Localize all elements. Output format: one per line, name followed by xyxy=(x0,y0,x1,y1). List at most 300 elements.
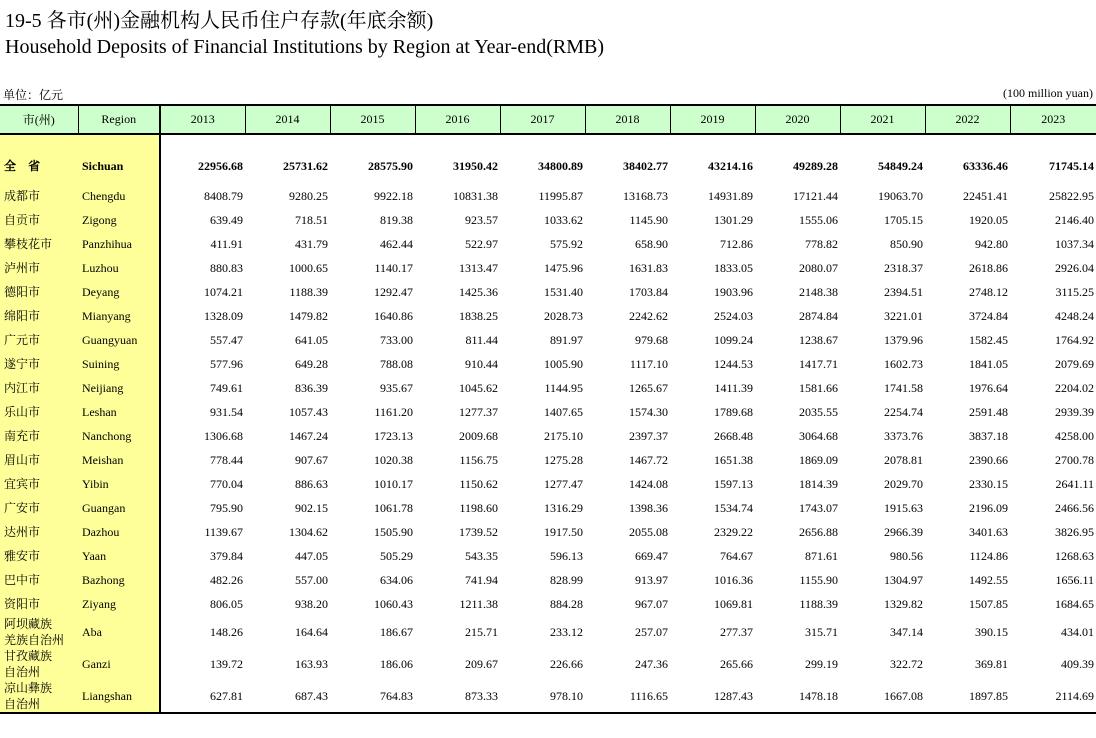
deposit-value-2019: 1016.36 xyxy=(714,572,753,587)
deposit-value-2022: 22451.41 xyxy=(963,188,1008,203)
city-name-cn xyxy=(0,616,78,648)
deposit-value-2021: 3221.01 xyxy=(884,308,923,323)
deposit-value-2014: 907.67 xyxy=(295,452,328,467)
table-row xyxy=(0,448,1096,472)
deposit-value-2013: 557.47 xyxy=(210,332,243,347)
deposit-value-2017: 575.92 xyxy=(550,236,583,251)
region-name-en: Nanchong xyxy=(78,424,160,448)
region-name-en: Suining xyxy=(78,352,160,376)
table-row xyxy=(0,376,1096,400)
deposit-value-2017: 2028.73 xyxy=(544,308,583,323)
deposit-value-2019: 1244.53 xyxy=(714,356,753,371)
deposit-value-2014: 163.93 xyxy=(295,656,328,671)
deposit-value-2018: 967.07 xyxy=(635,596,668,611)
deposit-value-2021: 1705.15 xyxy=(884,212,923,227)
deposit-value-2022: 1976.64 xyxy=(969,380,1008,395)
deposit-value-2020: 1814.39 xyxy=(799,476,838,491)
deposit-value-2014: 902.15 xyxy=(295,500,328,515)
deposit-value-2017: 1475.96 xyxy=(544,260,583,275)
deposit-value-2023: 2079.69 xyxy=(1055,356,1094,371)
deposit-value-2022: 1841.05 xyxy=(969,356,1008,371)
deposit-value-2021: 2078.81 xyxy=(884,452,923,467)
city-name-cn-line: 凉山彝族 xyxy=(4,681,53,695)
deposit-value-2020: 1417.71 xyxy=(799,356,838,371)
deposit-value-2022: 369.81 xyxy=(975,656,1008,671)
deposit-value-2018: 1467.72 xyxy=(629,452,668,467)
deposit-value-2019: 277.37 xyxy=(720,624,753,639)
deposit-value-2016: 522.97 xyxy=(465,236,498,251)
deposit-value-2020: 299.19 xyxy=(805,656,838,671)
deposit-value-2015: 1140.17 xyxy=(374,260,413,275)
deposit-value-2021: 1304.97 xyxy=(884,572,923,587)
deposit-value-2023: 2146.40 xyxy=(1055,212,1094,227)
deposit-value-2020: 2148.38 xyxy=(799,284,838,299)
deposit-value-2022: 2330.15 xyxy=(969,476,1008,491)
deposit-value-2017: 34800.89 xyxy=(538,158,583,173)
header-year-2017: 2017 xyxy=(500,105,585,134)
deposit-value-2014: 164.64 xyxy=(295,624,328,639)
region-name-en: Zigong xyxy=(78,208,160,232)
deposit-value-2016: 873.33 xyxy=(415,680,500,713)
deposit-value-2021: 1915.63 xyxy=(884,500,923,515)
region-name-en: Bazhong xyxy=(78,568,160,592)
deposit-value-2016: 1150.62 xyxy=(459,476,498,491)
region-name-en: Meishan xyxy=(78,448,160,472)
deposit-value-2016: 923.57 xyxy=(465,212,498,227)
deposit-value-2017: 1531.40 xyxy=(544,284,583,299)
deposit-value-2023: 4258.00 xyxy=(1055,428,1094,443)
total-row xyxy=(0,140,1096,184)
header-city-cn: 市(州) xyxy=(0,105,78,134)
deposit-value-2017: 233.12 xyxy=(550,624,583,639)
deposit-value-2023: 3826.95 xyxy=(1055,524,1094,539)
deposit-value-2018: 1265.67 xyxy=(629,380,668,395)
deposit-value-2020: 17121.44 xyxy=(793,188,838,203)
deposit-value-2023: 2939.39 xyxy=(1055,404,1094,419)
deposit-value-2018: 1145.90 xyxy=(629,212,668,227)
deposit-value-2021: 347.14 xyxy=(890,624,923,639)
table-row xyxy=(0,304,1096,328)
city-name-cn: 内江市 xyxy=(0,376,78,400)
deposit-value-2016: 1739.52 xyxy=(459,524,498,539)
table-row xyxy=(0,352,1096,376)
deposit-value-2017: 596.13 xyxy=(550,548,583,563)
deposit-value-2019: 764.67 xyxy=(720,548,753,563)
deposit-value-2016: 1211.38 xyxy=(459,596,498,611)
deposit-value-2014: 886.63 xyxy=(295,476,328,491)
deposit-value-2021: 1379.96 xyxy=(884,332,923,347)
deposit-value-2020: 1743.07 xyxy=(799,500,838,515)
deposit-value-2013: 778.44 xyxy=(210,452,243,467)
deposit-value-2022: 2748.12 xyxy=(969,284,1008,299)
deposit-value-2018: 1398.36 xyxy=(629,500,668,515)
deposit-value-2019: 2329.22 xyxy=(714,524,753,539)
deposit-value-2021: 1329.82 xyxy=(884,596,923,611)
deposit-value-2019: 712.86 xyxy=(720,236,753,251)
table-title-chinese: 19-5 各市(州)金融机构人民币住户存款(年底余额) xyxy=(5,10,434,32)
deposit-value-2013: 482.26 xyxy=(210,572,243,587)
deposit-value-2018: 2397.37 xyxy=(629,428,668,443)
deposit-value-2014: 1479.82 xyxy=(289,308,328,323)
deposit-value-2022: 942.80 xyxy=(975,236,1008,251)
deposit-value-2015: 1060.43 xyxy=(374,596,413,611)
deposit-value-2016: 1045.62 xyxy=(459,380,498,395)
city-name-cn: 眉山市 xyxy=(0,448,78,472)
table-row xyxy=(0,472,1096,496)
deposit-value-2017: 1275.28 xyxy=(544,452,583,467)
deposit-value-2022: 1897.85 xyxy=(925,680,1010,713)
deposit-value-2017: 1005.90 xyxy=(544,356,583,371)
deposit-value-2017: 1316.29 xyxy=(544,500,583,515)
deposit-value-2016: 741.94 xyxy=(465,572,498,587)
deposit-value-2014: 431.79 xyxy=(295,236,328,251)
deposit-value-2020: 1869.09 xyxy=(799,452,838,467)
header-year-2013: 2013 xyxy=(160,105,245,134)
deposit-value-2022: 2618.86 xyxy=(969,260,1008,275)
city-name-cn: 乐山市 xyxy=(0,400,78,424)
deposit-value-2013: 139.72 xyxy=(210,656,243,671)
city-name-cn: 全 省 xyxy=(0,140,78,184)
header-row xyxy=(0,105,1096,134)
deposit-value-2017: 828.99 xyxy=(550,572,583,587)
city-name-cn: 成都市 xyxy=(0,184,78,208)
deposit-value-2023: 1684.65 xyxy=(1055,596,1094,611)
deposit-value-2015: 1640.86 xyxy=(374,308,413,323)
deposit-value-2014: 836.39 xyxy=(295,380,328,395)
table-row xyxy=(0,648,1096,680)
table-row xyxy=(0,520,1096,544)
deposit-value-2023: 1656.11 xyxy=(1055,572,1094,587)
deposit-value-2019: 1099.24 xyxy=(714,332,753,347)
deposit-value-2022: 2196.09 xyxy=(969,500,1008,515)
city-name-cn: 巴中市 xyxy=(0,568,78,592)
deposit-value-2020: 871.61 xyxy=(805,548,838,563)
deposit-value-2019: 1534.74 xyxy=(714,500,753,515)
deposit-value-2023: 434.01 xyxy=(1061,624,1094,639)
deposit-value-2014: 1304.62 xyxy=(289,524,328,539)
deposit-value-2013: 880.83 xyxy=(210,260,243,275)
deposit-value-2018: 979.68 xyxy=(635,332,668,347)
deposit-value-2018: 1631.83 xyxy=(629,260,668,275)
deposit-value-2019: 1651.38 xyxy=(714,452,753,467)
deposit-value-2013: 1074.21 xyxy=(204,284,243,299)
table-row xyxy=(0,400,1096,424)
deposit-value-2021: 1602.73 xyxy=(884,356,923,371)
city-name-cn-line: 羌族自治州 xyxy=(4,633,65,647)
table-row xyxy=(0,496,1096,520)
deposit-value-2021: 1741.58 xyxy=(884,380,923,395)
deposit-value-2016: 209.67 xyxy=(465,656,498,671)
city-name-cn-line: 自治州 xyxy=(4,665,41,679)
deposit-value-2020: 49289.28 xyxy=(793,158,838,173)
city-name-cn: 广元市 xyxy=(0,328,78,352)
deposit-value-2016: 215.71 xyxy=(465,624,498,639)
deposit-value-2023: 1764.92 xyxy=(1055,332,1094,347)
region-name-en: Leshan xyxy=(78,400,160,424)
deposit-value-2014: 9280.25 xyxy=(289,188,328,203)
deposit-value-2018: 1116.65 xyxy=(585,680,670,713)
header-year-2014: 2014 xyxy=(245,105,330,134)
deposit-value-2015: 1292.47 xyxy=(374,284,413,299)
deposit-value-2013: 795.90 xyxy=(210,500,243,515)
deposit-value-2022: 3837.18 xyxy=(969,428,1008,443)
deposit-value-2014: 557.00 xyxy=(295,572,328,587)
region-name-en: Aba xyxy=(78,616,160,648)
deposit-value-2017: 1033.62 xyxy=(544,212,583,227)
deposit-value-2017: 884.28 xyxy=(550,596,583,611)
deposit-value-2019: 1411.39 xyxy=(714,380,753,395)
table-row xyxy=(0,328,1096,352)
header-year-2015: 2015 xyxy=(330,105,415,134)
deposit-value-2016: 2009.68 xyxy=(459,428,498,443)
deposit-value-2019: 1833.05 xyxy=(714,260,753,275)
deposit-value-2014: 938.20 xyxy=(295,596,328,611)
deposit-value-2020: 1188.39 xyxy=(799,596,838,611)
deposit-value-2021: 3373.76 xyxy=(884,428,923,443)
table-row xyxy=(0,208,1096,232)
deposit-value-2014: 1057.43 xyxy=(289,404,328,419)
deposit-value-2017: 2175.10 xyxy=(544,428,583,443)
table-row xyxy=(0,424,1096,448)
city-name-cn: 泸州市 xyxy=(0,256,78,280)
header-year-2016: 2016 xyxy=(415,105,500,134)
table-row xyxy=(0,616,1096,648)
deposit-value-2020: 778.82 xyxy=(805,236,838,251)
deposit-value-2013: 577.96 xyxy=(210,356,243,371)
deposit-value-2015: 1161.20 xyxy=(374,404,413,419)
city-name-cn: 雅安市 xyxy=(0,544,78,568)
deposit-value-2022: 63336.46 xyxy=(963,158,1008,173)
deposit-value-2018: 913.97 xyxy=(635,572,668,587)
deposit-value-2020: 3064.68 xyxy=(799,428,838,443)
deposit-value-2014: 447.05 xyxy=(295,548,328,563)
deposit-value-2023: 2926.04 xyxy=(1055,260,1094,275)
deposit-value-2013: 22956.68 xyxy=(198,158,243,173)
header-year-2023: 2023 xyxy=(1010,105,1096,134)
region-name-en: Luzhou xyxy=(78,256,160,280)
deposit-value-2023: 71745.14 xyxy=(1049,158,1094,173)
deposit-value-2018: 658.90 xyxy=(635,236,668,251)
deposit-value-2020: 315.71 xyxy=(805,624,838,639)
deposit-value-2018: 257.07 xyxy=(635,624,668,639)
deposit-value-2016: 31950.42 xyxy=(453,158,498,173)
deposit-value-2019: 1789.68 xyxy=(714,404,753,419)
deposit-value-2019: 265.66 xyxy=(720,656,753,671)
deposit-value-2015: 935.67 xyxy=(380,380,413,395)
table-row xyxy=(0,680,1096,713)
city-name-cn-line: 甘孜藏族 xyxy=(4,649,53,663)
deposit-value-2019: 43214.16 xyxy=(708,158,753,173)
header-year-2019: 2019 xyxy=(670,105,755,134)
deposit-value-2022: 1920.05 xyxy=(969,212,1008,227)
deposit-value-2022: 1124.86 xyxy=(969,548,1008,563)
deposit-value-2017: 891.97 xyxy=(550,332,583,347)
deposit-value-2016: 1156.75 xyxy=(459,452,498,467)
region-name-en: Chengdu xyxy=(78,184,160,208)
unit-label-english: (100 million yuan) xyxy=(1003,86,1093,100)
deposit-value-2014: 649.28 xyxy=(295,356,328,371)
deposit-value-2014: 1000.65 xyxy=(289,260,328,275)
deposit-value-2016: 1313.47 xyxy=(459,260,498,275)
deposit-value-2017: 226.66 xyxy=(550,656,583,671)
city-name-cn: 遂宁市 xyxy=(0,352,78,376)
deposit-value-2015: 1010.17 xyxy=(374,476,413,491)
deposit-value-2021: 2966.39 xyxy=(884,524,923,539)
deposit-value-2023: 2700.78 xyxy=(1055,452,1094,467)
deposit-value-2017: 1917.50 xyxy=(544,524,583,539)
deposit-value-2020: 2080.07 xyxy=(799,260,838,275)
deposit-value-2013: 148.26 xyxy=(210,624,243,639)
deposit-value-2017: 1144.95 xyxy=(544,380,583,395)
deposit-value-2020: 2874.84 xyxy=(799,308,838,323)
header-year-2022: 2022 xyxy=(925,105,1010,134)
region-name-en: Yaan xyxy=(78,544,160,568)
header-year-2018: 2018 xyxy=(585,105,670,134)
region-name-en: Neijiang xyxy=(78,376,160,400)
deposit-value-2020: 1555.06 xyxy=(799,212,838,227)
deposit-value-2018: 1703.84 xyxy=(629,284,668,299)
deposit-value-2014: 687.43 xyxy=(245,680,330,713)
deposit-value-2013: 8408.79 xyxy=(204,188,243,203)
deposit-value-2014: 641.05 xyxy=(295,332,328,347)
table-row xyxy=(0,544,1096,568)
city-name-cn: 资阳市 xyxy=(0,592,78,616)
deposit-value-2018: 13168.73 xyxy=(623,188,668,203)
deposit-value-2013: 1328.09 xyxy=(204,308,243,323)
region-name-en: Ganzi xyxy=(78,648,160,680)
deposit-value-2018: 1424.08 xyxy=(629,476,668,491)
deposit-value-2021: 322.72 xyxy=(890,656,923,671)
deposit-value-2021: 1667.08 xyxy=(840,680,925,713)
deposit-value-2021: 850.90 xyxy=(890,236,923,251)
unit-label-chinese: 单位：亿元 xyxy=(3,88,64,102)
deposit-value-2015: 819.38 xyxy=(380,212,413,227)
city-name-cn-line: 阿坝藏族 xyxy=(4,617,53,631)
city-name-cn: 德阳市 xyxy=(0,280,78,304)
table-title-english: Household Deposits of Financial Institutions by Region at Year-end(RMB) xyxy=(5,36,604,58)
deposit-value-2022: 1582.45 xyxy=(969,332,1008,347)
region-name-en: Guangan xyxy=(78,496,160,520)
deposit-value-2022: 2591.48 xyxy=(969,404,1008,419)
deposit-value-2020: 1238.67 xyxy=(799,332,838,347)
region-name-en: Guangyuan xyxy=(78,328,160,352)
deposit-value-2023: 4248.24 xyxy=(1055,308,1094,323)
deposit-value-2019: 1301.29 xyxy=(714,212,753,227)
deposit-value-2015: 634.06 xyxy=(380,572,413,587)
table-row xyxy=(0,280,1096,304)
deposit-value-2021: 2394.51 xyxy=(884,284,923,299)
deposit-value-2022: 3724.84 xyxy=(969,308,1008,323)
deposit-value-2015: 186.67 xyxy=(380,624,413,639)
deposit-value-2014: 1188.39 xyxy=(289,284,328,299)
deposit-value-2013: 639.49 xyxy=(210,212,243,227)
deposit-value-2020: 1478.18 xyxy=(755,680,840,713)
deposit-value-2023: 1268.63 xyxy=(1055,548,1094,563)
deposit-value-2015: 788.08 xyxy=(380,356,413,371)
deposit-value-2015: 764.83 xyxy=(330,680,415,713)
deposit-value-2018: 669.47 xyxy=(635,548,668,563)
region-name-en: Ziyang xyxy=(78,592,160,616)
deposit-value-2016: 1838.25 xyxy=(459,308,498,323)
deposit-value-2018: 1574.30 xyxy=(629,404,668,419)
city-name-cn: 南充市 xyxy=(0,424,78,448)
region-name-en: Deyang xyxy=(78,280,160,304)
deposit-value-2019: 1597.13 xyxy=(714,476,753,491)
deposit-value-2021: 980.56 xyxy=(890,548,923,563)
city-name-cn xyxy=(0,648,78,680)
region-name-en: Panzhihua xyxy=(78,232,160,256)
deposit-value-2022: 1492.55 xyxy=(969,572,1008,587)
deposit-value-2013: 627.81 xyxy=(160,680,245,713)
deposit-value-2019: 1287.43 xyxy=(670,680,755,713)
header-year-2021: 2021 xyxy=(840,105,925,134)
deposits-table xyxy=(0,104,1096,714)
deposit-value-2015: 733.00 xyxy=(380,332,413,347)
deposit-value-2013: 931.54 xyxy=(210,404,243,419)
deposit-value-2022: 1507.85 xyxy=(969,596,1008,611)
deposit-value-2021: 2029.70 xyxy=(884,476,923,491)
city-name-cn xyxy=(0,680,78,713)
deposit-value-2017: 1407.65 xyxy=(544,404,583,419)
deposit-value-2013: 411.91 xyxy=(210,236,243,251)
city-name-cn: 广安市 xyxy=(0,496,78,520)
deposit-value-2021: 2254.74 xyxy=(884,404,923,419)
deposit-value-2022: 2390.66 xyxy=(969,452,1008,467)
deposit-value-2017: 978.10 xyxy=(500,680,585,713)
deposit-value-2013: 379.84 xyxy=(210,548,243,563)
deposit-value-2015: 186.06 xyxy=(380,656,413,671)
region-name-en: Sichuan xyxy=(78,140,160,184)
region-name-en: Mianyang xyxy=(78,304,160,328)
table-body xyxy=(0,134,1096,713)
deposit-value-2023: 409.39 xyxy=(1061,656,1094,671)
deposit-value-2013: 749.61 xyxy=(210,380,243,395)
deposit-value-2019: 1903.96 xyxy=(714,284,753,299)
deposit-value-2014: 25731.62 xyxy=(283,158,328,173)
city-name-cn-line: 自治州 xyxy=(4,697,41,711)
deposit-value-2018: 38402.77 xyxy=(623,158,668,173)
deposit-value-2023: 2114.69 xyxy=(1010,680,1096,713)
deposit-value-2013: 806.05 xyxy=(210,596,243,611)
table-row xyxy=(0,184,1096,208)
deposit-value-2013: 770.04 xyxy=(210,476,243,491)
deposit-value-2020: 2656.88 xyxy=(799,524,838,539)
deposit-value-2015: 1061.78 xyxy=(374,500,413,515)
deposit-value-2021: 19063.70 xyxy=(878,188,923,203)
deposit-value-2020: 1581.66 xyxy=(799,380,838,395)
deposit-value-2014: 718.51 xyxy=(295,212,328,227)
deposit-value-2023: 3115.25 xyxy=(1055,284,1094,299)
deposit-value-2016: 1277.37 xyxy=(459,404,498,419)
deposit-value-2022: 3401.63 xyxy=(969,524,1008,539)
region-name-en: Liangshan xyxy=(78,680,160,713)
deposit-value-2016: 910.44 xyxy=(465,356,498,371)
deposit-value-2021: 54849.24 xyxy=(878,158,923,173)
deposit-value-2018: 247.36 xyxy=(635,656,668,671)
header-year-2020: 2020 xyxy=(755,105,840,134)
deposit-value-2015: 28575.90 xyxy=(368,158,413,173)
table-row xyxy=(0,568,1096,592)
deposit-value-2020: 2035.55 xyxy=(799,404,838,419)
deposit-value-2023: 2204.02 xyxy=(1055,380,1094,395)
deposit-value-2016: 543.35 xyxy=(465,548,498,563)
deposit-value-2015: 1723.13 xyxy=(374,428,413,443)
deposit-value-2016: 1425.36 xyxy=(459,284,498,299)
table-row xyxy=(0,232,1096,256)
deposit-value-2019: 2668.48 xyxy=(714,428,753,443)
deposit-value-2022: 390.15 xyxy=(975,624,1008,639)
region-name-en: Yibin xyxy=(78,472,160,496)
